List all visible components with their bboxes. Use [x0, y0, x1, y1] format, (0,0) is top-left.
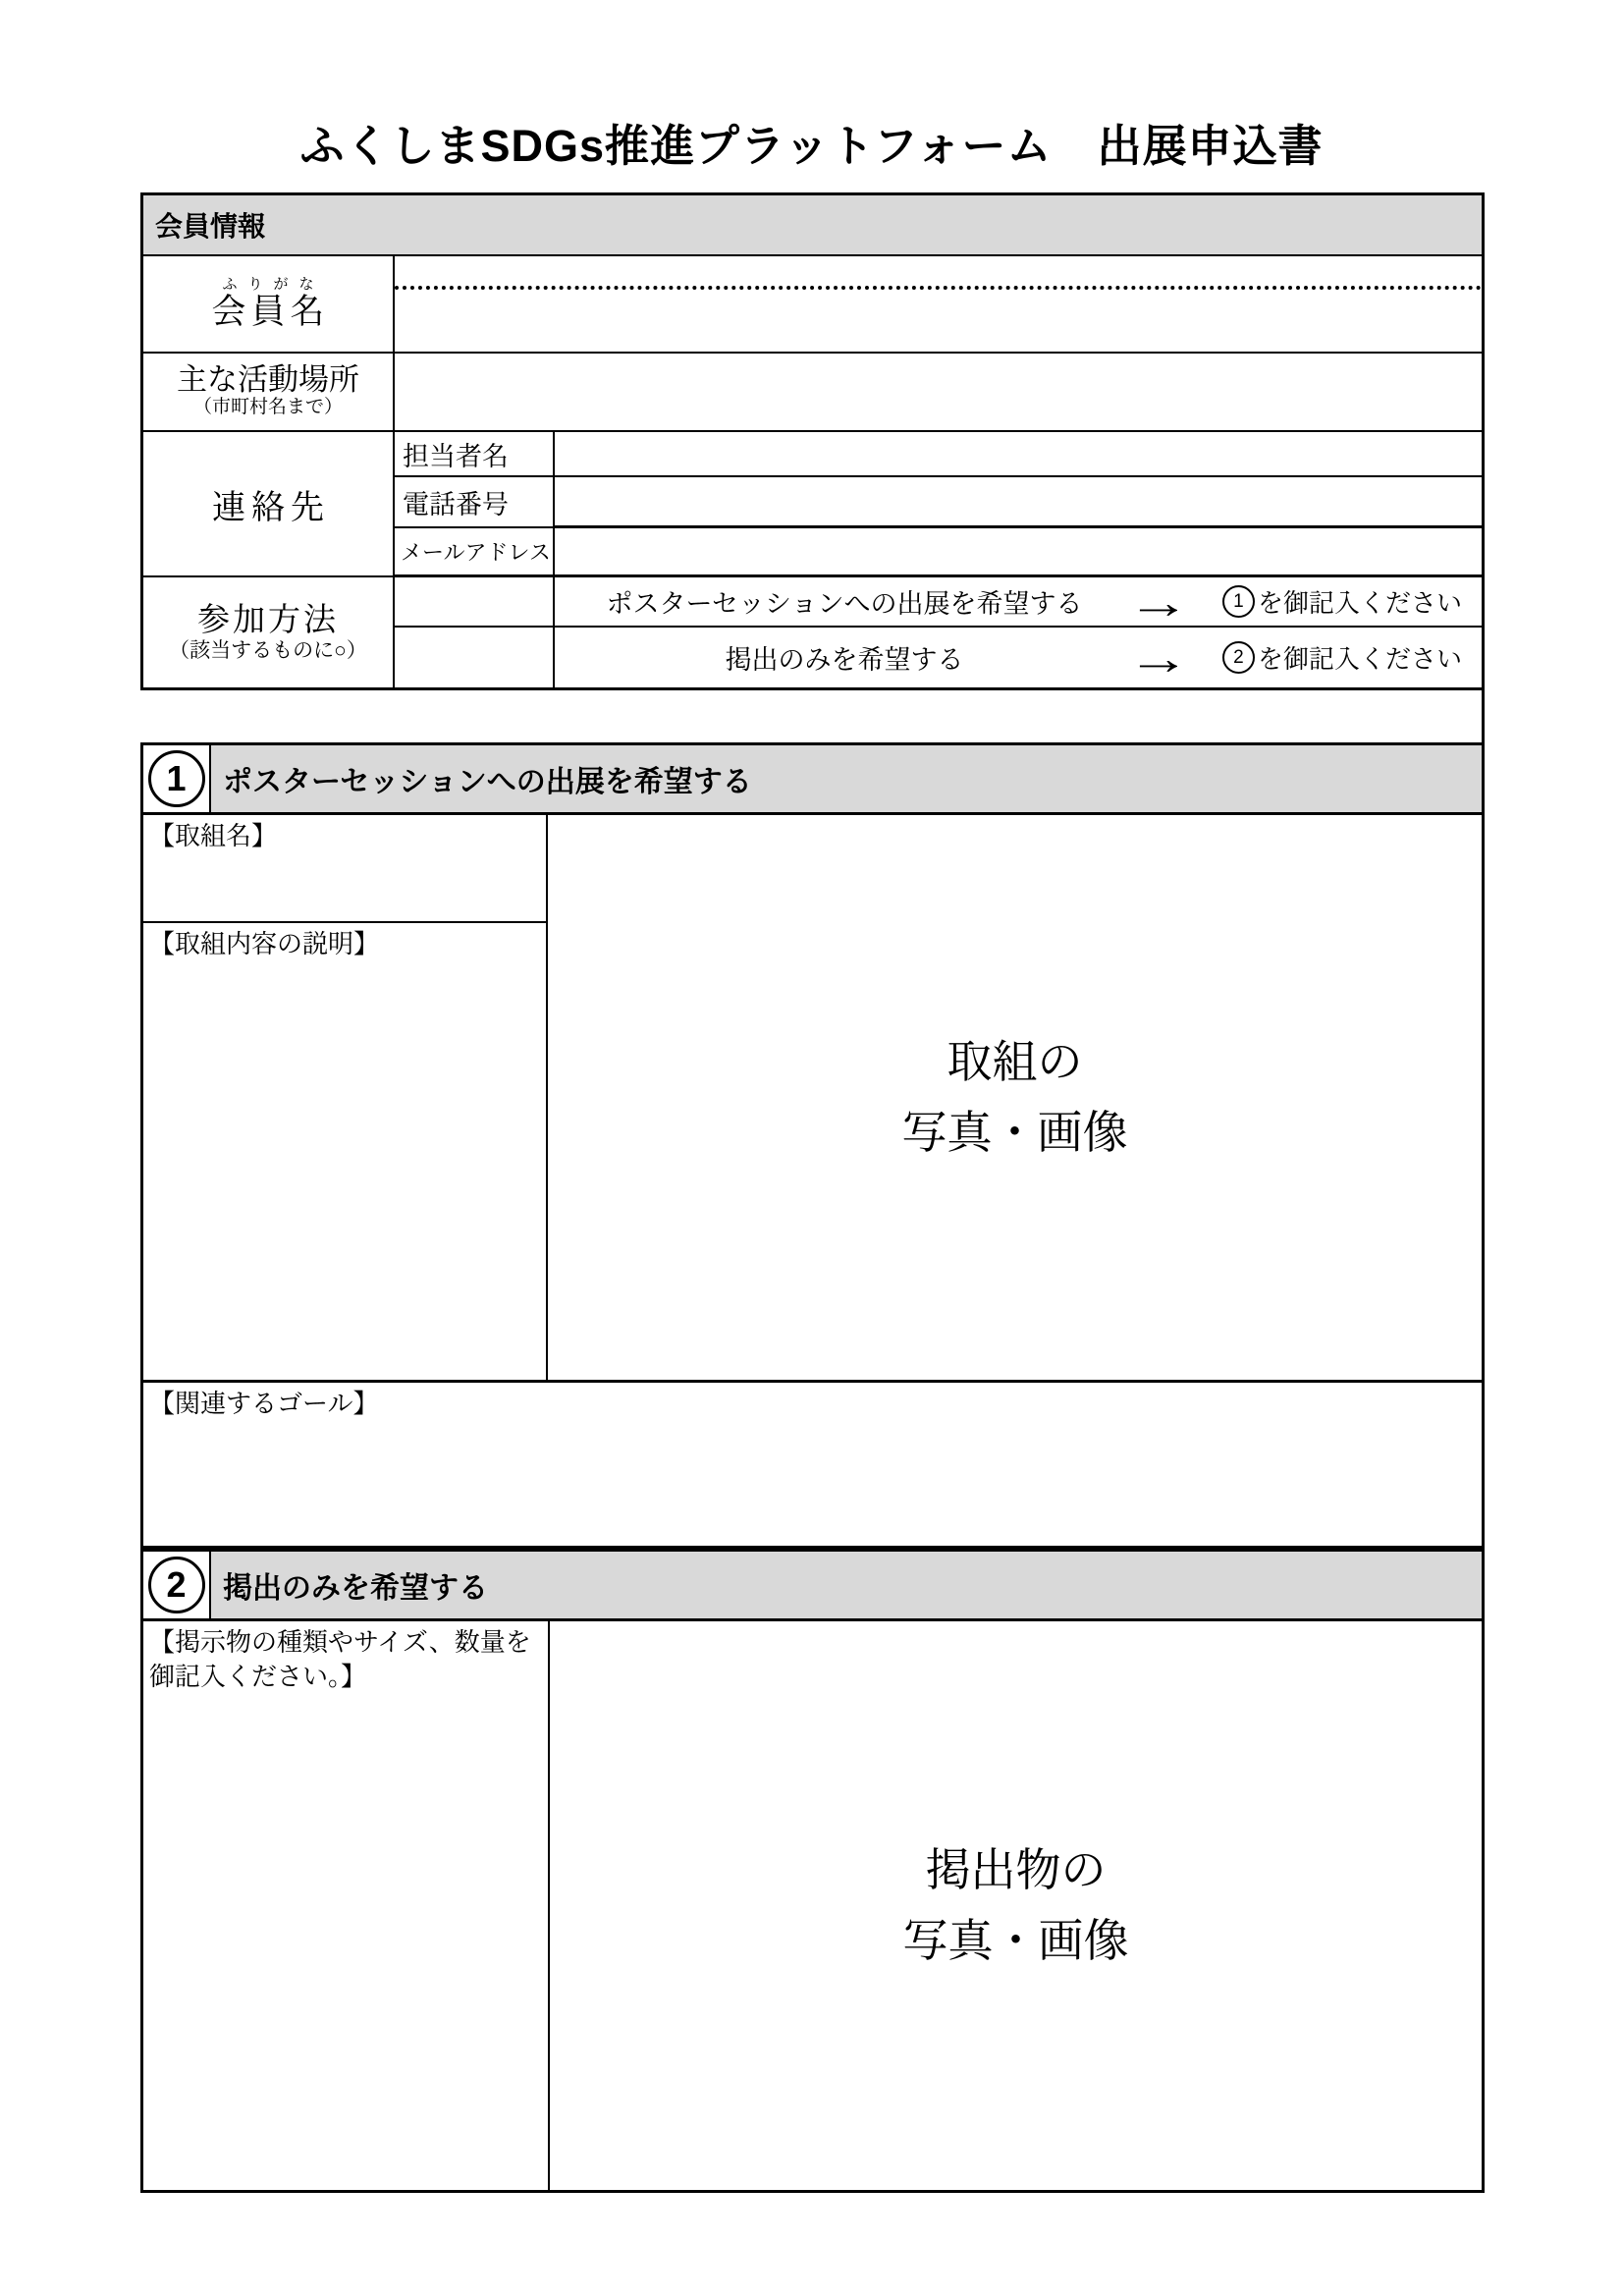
- initiative-description-label: 【取組内容の説明】: [149, 929, 380, 958]
- initiative-description-field[interactable]: [143, 923, 548, 1383]
- phone-number-field[interactable]: [555, 477, 1482, 528]
- activity-place-field[interactable]: [395, 354, 1482, 432]
- participation-method-note: （該当するものに○）: [169, 639, 367, 663]
- furigana-separator-line: [395, 286, 1482, 290]
- section1-title: ポスターセッションへの出展を希望する: [211, 745, 1482, 815]
- participation-option-2-instruction: [1222, 639, 1462, 676]
- participation-method-label: 参加方法: [197, 601, 339, 638]
- related-goals-label: 【関連するゴール】: [149, 1389, 379, 1418]
- participation-option-2-instruction-text: を御記入ください: [1257, 644, 1462, 674]
- email-label: メールアドレス: [395, 528, 555, 577]
- circled-number-2-icon: 2: [1222, 641, 1255, 674]
- circled-number-2-icon: 2: [148, 1557, 205, 1613]
- participation-option-2-text: 掲出のみを希望する: [725, 645, 964, 675]
- related-goals-field[interactable]: [143, 1383, 1482, 1546]
- initiative-photo-placeholder: 取組の 写真・画像: [901, 1036, 1128, 1158]
- participation-option-1-text: ポスターセッションへの出展を希望する: [606, 589, 1083, 619]
- section1-table: [140, 742, 1485, 1549]
- arrow-right-icon: →: [1126, 631, 1191, 683]
- activity-place-label-cell: [143, 354, 395, 432]
- initiative-photo-area[interactable]: [548, 815, 1482, 1383]
- activity-place-label: 主な活動場所: [177, 362, 359, 398]
- member-name-label: 会員名: [211, 293, 330, 332]
- participation-method-label-cell: [143, 577, 395, 687]
- contact-label: 連絡先: [143, 432, 395, 577]
- initiative-name-field[interactable]: [143, 815, 548, 923]
- activity-place-note: （市町村名まで）: [192, 396, 343, 417]
- contact-person-field[interactable]: [555, 432, 1482, 477]
- circled-number-1-icon: 1: [1222, 585, 1255, 618]
- posting-items-label: 【掲示物の種類やサイズ、数量を御記入ください。】: [149, 1627, 531, 1692]
- section2-title: 掲出のみを希望する: [211, 1552, 1482, 1621]
- posting-items-field[interactable]: [143, 1621, 550, 2190]
- phone-number-label: 電話番号: [395, 477, 555, 528]
- contact-person-label: 担当者名: [395, 432, 555, 477]
- section2-table: [140, 1549, 1485, 2193]
- page-title: ふくしまSDGs推進プラットフォーム 出展申込書: [299, 121, 1324, 171]
- email-field[interactable]: [555, 528, 1482, 577]
- arrow-right-icon: →: [1126, 575, 1191, 628]
- participation-mark-cell-1[interactable]: [395, 577, 555, 628]
- furigana-label: ふりがな: [222, 276, 325, 294]
- posting-photo-placeholder: 掲出物の 写真・画像: [902, 1844, 1129, 1966]
- member-name-label-cell: [143, 256, 395, 354]
- member-name-field[interactable]: [395, 256, 1482, 354]
- section2-marker-cell: [143, 1552, 211, 1621]
- participation-option-1-instruction: [1222, 583, 1462, 620]
- posting-photo-area[interactable]: [550, 1621, 1482, 2190]
- participation-mark-cell-2[interactable]: [395, 628, 555, 687]
- initiative-name-label: 【取組名】: [149, 821, 278, 850]
- participation-option-1-instruction-text: を御記入ください: [1257, 588, 1462, 618]
- section1-marker-cell: [143, 745, 211, 815]
- table-edge-connector-line: [1482, 687, 1485, 745]
- circled-number-1-icon: 1: [148, 750, 205, 807]
- participation-option-1: [555, 577, 1482, 628]
- member-info-table: [140, 192, 1485, 690]
- member-info-header: 会員情報: [143, 195, 1482, 256]
- participation-option-2: [555, 628, 1482, 687]
